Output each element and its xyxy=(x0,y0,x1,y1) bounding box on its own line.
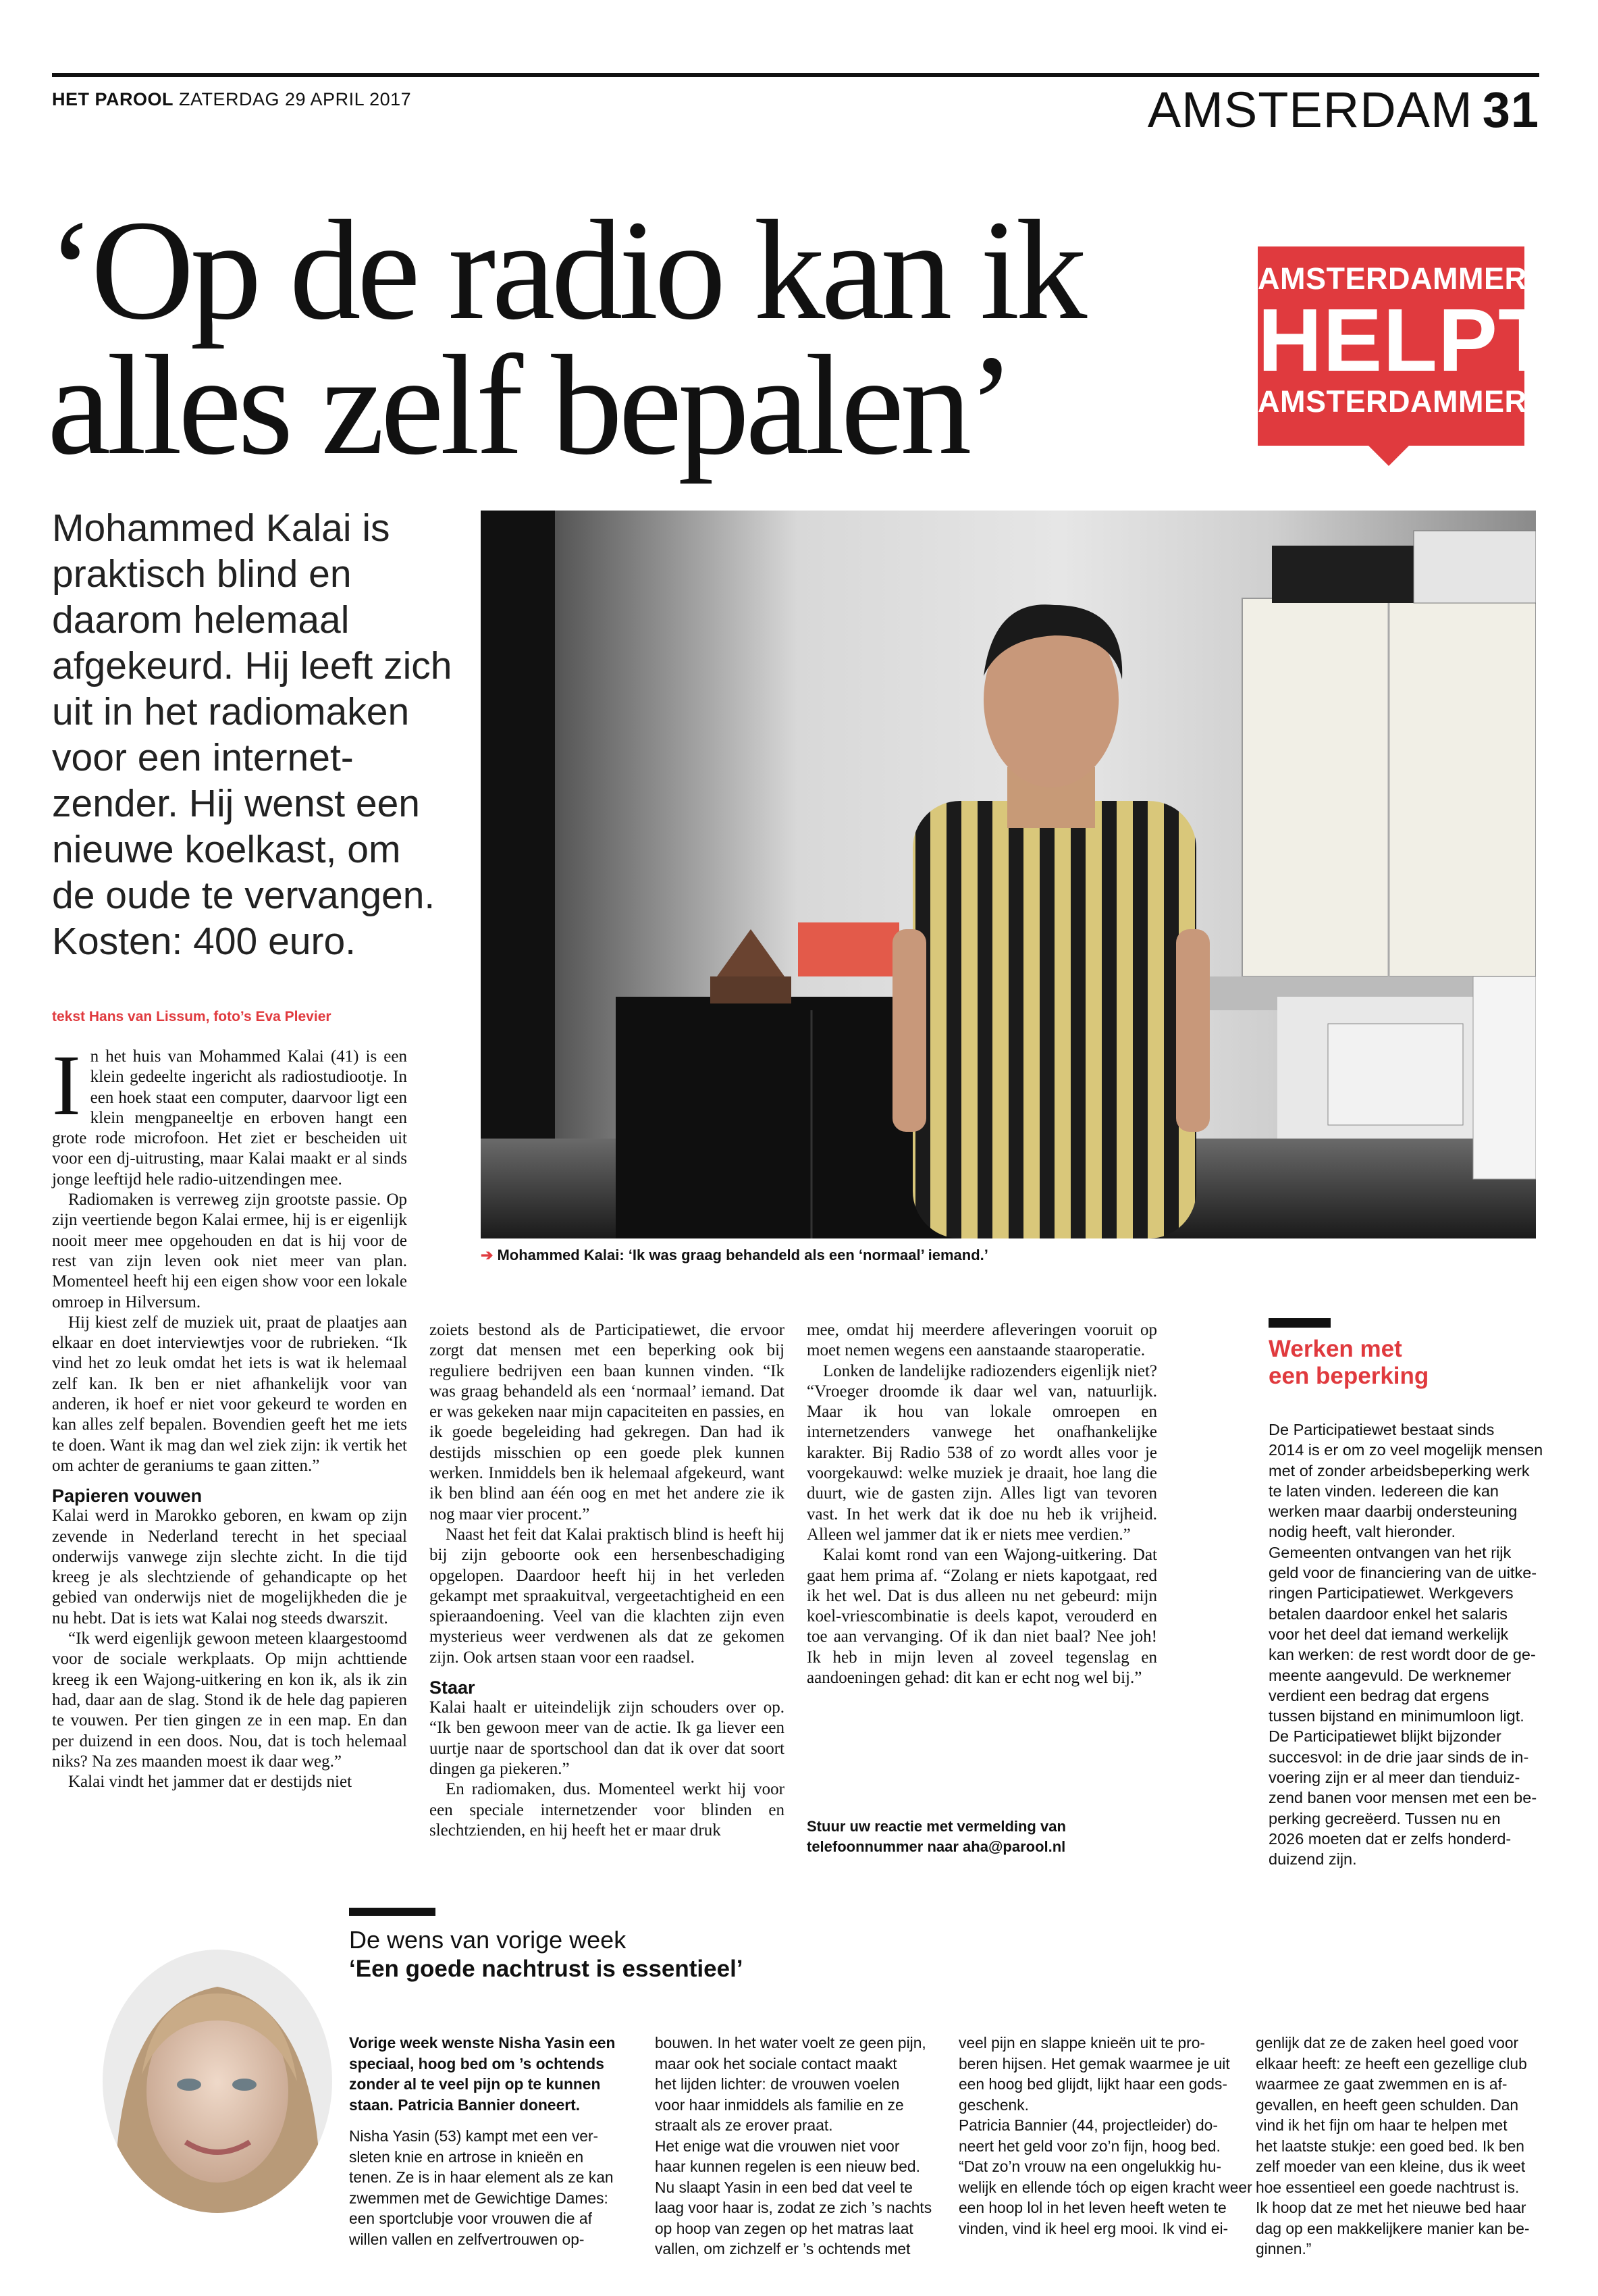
text-line: veel pijn en slappe knieën uit te pro- xyxy=(959,2034,1205,2052)
text-line: Gemeenten ontvangen van het rijk xyxy=(1269,1543,1512,1561)
paragraph: mee, omdat hij meerdere afleveringen vooruit op moet nemen wegens een aanstaande staaroperatie. xyxy=(807,1321,1157,1360)
text-line: ginnen.” xyxy=(1256,2240,1312,2258)
badge-pointer xyxy=(1367,444,1410,466)
text-line: tenen. Ze is in haar element als ze kan xyxy=(349,2168,614,2186)
paragraph: Radiomaken is verreweg zijn grootste passie. Op zijn veertiende begon Kalai ermee, hij is er eigenlijk nooit meer mee opgehouden en dat is hij voor de rest van zijn leven ook niet meer van plan. Momenteel heeft hij een eigen show voor een lokale omroep in Hilversum. xyxy=(52,1191,407,1311)
intro-text xyxy=(52,505,457,964)
paragraph: Kalai vindt het jammer dat er destijds niet xyxy=(68,1773,352,1792)
masthead xyxy=(52,89,411,110)
text-line: De Participatiewet blijkt bijzonder xyxy=(1269,1727,1501,1746)
text-line: zender. Hij wenst een xyxy=(52,782,420,825)
portrait-photo xyxy=(481,511,1536,1238)
text-line: met of zonder arbeidsbeperking werk xyxy=(1269,1461,1530,1480)
text-line: nieuwe koelkast, om xyxy=(52,828,401,871)
text-line: welijk en ellende tóch op eigen kracht weer xyxy=(959,2178,1252,2196)
text-line: zend banen voor mensen met een be- xyxy=(1269,1789,1537,1807)
text-line: zonder al te veel pijn op te kunnen xyxy=(349,2075,601,2093)
paragraph: En radiomaken, dus. Momenteel werkt hij voor een speciale internetzender voor blinden en slechtzienden, en hij heeft het er maar druk xyxy=(429,1780,784,1840)
arrow-right-icon: ➔ xyxy=(481,1247,494,1263)
sidebar-bar xyxy=(1269,1318,1331,1328)
headline-line-1: ‘Op de radio kan ik xyxy=(47,190,1084,349)
text-line: Het enige wat die vrouwen niet voor xyxy=(655,2137,900,2155)
text-line: praktisch blind en xyxy=(52,552,352,596)
paragraph: “Ik werd eigenlijk gewoon meteen klaargestoomd voor de sociale werkplaats. Op mijn achttiende kreeg ik een Wajong-uitkering en kon ik, als ik zin had, daar aan de slag. Stond ik de hele dag papieren te vouwen. Per tien gingen ze in een map. En dan per duizend in een doos. Nou, dat is toch helemaal niks? Na zes maanden moest ik daar weg.” xyxy=(52,1629,407,1771)
text-line: op hoop van zegen op het matras laat xyxy=(655,2219,913,2237)
subheading: Papieren vouwen xyxy=(52,1486,203,1507)
text-line: het laatste stukje: een goed bed. Ik ben xyxy=(1256,2137,1524,2155)
paragraph: n het huis van Mohammed Kalai (41) is een klein gedeelte ingericht als radiostudiootje. In een hoek staat een computer, daarvoor ligt een klein mengpaneeltje en erboven hangt een grote rode microfoon. Het ziet er bescheiden uit voor een dj-uitrusting, maar Kalai maakt er al sinds jonge leeftijd hele radio-uitzendingen mee. xyxy=(52,1047,407,1189)
text-line: vallen, om zichzelf er ’s ochtends met xyxy=(655,2240,911,2258)
text-line: voering zijn er al meer dan tienduiz- xyxy=(1269,1769,1520,1787)
article-column-1 xyxy=(52,1037,407,1792)
text-line: Vorige week wenste Nisha Yasin een xyxy=(349,2034,616,2052)
bottom-column-3 xyxy=(959,2033,1252,2239)
headline xyxy=(47,190,1235,484)
text-line: duizend zijn. xyxy=(1269,1850,1357,1869)
text-line: de oude te vervangen. xyxy=(52,874,435,917)
article-column-2 xyxy=(429,1320,784,1841)
text-line: bouwen. In het water voelt ze geen pijn, xyxy=(655,2034,926,2052)
text-line: maar ook het sociale contact maakt xyxy=(655,2054,897,2072)
text-line: sleten knie en artrose in knieën en xyxy=(349,2147,584,2166)
text-line: Kosten: 400 euro. xyxy=(52,920,356,963)
subheading: Staar xyxy=(429,1677,475,1698)
page-number: 31 xyxy=(1482,82,1539,138)
text-line: Nu slaapt Yasin in een bed dat veel te xyxy=(655,2178,913,2196)
top-rule xyxy=(52,73,1539,77)
text-line: waarmee ze gaat zwemmen en is af- xyxy=(1256,2075,1508,2093)
text-line: staan. Patricia Bannier doneert. xyxy=(349,2095,581,2114)
text-line: een hoog bed glijdt, lijkt haar een gods- xyxy=(959,2075,1227,2093)
text-line: tussen bijstand en minimumloon ligt. xyxy=(1269,1707,1524,1725)
text-line: ringen Participatiewet. Werkgevers xyxy=(1269,1584,1514,1602)
text-line: dag op een makkelijkere manier kan be- xyxy=(1256,2219,1530,2237)
rubric-badge xyxy=(1258,246,1553,446)
text-line: “Dat zo’n vrouw na een ongelukkig hu- xyxy=(959,2158,1222,2175)
section-header xyxy=(1148,81,1539,138)
text-line: afgekeurd. Hij leeft zich xyxy=(52,644,452,687)
text-line: geld voor de financiering van de uitke- xyxy=(1269,1564,1537,1582)
text-line: het lijden lichter: de vrouwen voelen xyxy=(655,2075,900,2093)
paragraph: Kalai haalt er uiteindelijk zijn schouders over op. “Ik ben gewoon meer van de actie. Ik ga liever een uurtje naar de sportschool dan dat ik over dat soort dingen ga piekeren.” xyxy=(429,1698,784,1778)
text-line: perking gecreëerd. Tussen nu en xyxy=(1269,1809,1501,1827)
text-line: daarom helemaal xyxy=(52,598,350,642)
headline-line-2: alles zelf bepalen’ xyxy=(47,325,1011,484)
text-line: voor haar inmiddels als familie en ze xyxy=(655,2095,904,2114)
text-line: verdient een bedrag dat ergens xyxy=(1269,1686,1489,1704)
text-line: kan werken: de rest wordt door de ge- xyxy=(1269,1646,1536,1664)
paragraph: Naast het feit dat Kalai praktisch blind is heeft hij bij zijn geboorte ook een hersenbeschadiging opgelopen. Daardoor heeft hij in het verleden gekampt met spraakuitval, vergeetachtigheid en een spieraandoening. Veel van die klachten zijn even mysterieus weer verdwenen als dat ze gekomen zijn. Ook artsen staan voor een raadsel. xyxy=(429,1525,784,1667)
text-line: vind ik het fijn om haar te helpen met xyxy=(1256,2116,1508,2134)
text-line: hoe essentieel een goede nachtrust is. xyxy=(1256,2178,1520,2196)
text-line: 2014 is er om zo veel mogelijk mensen xyxy=(1269,1441,1543,1459)
text-line: speciaal, hoog bed om ’s ochtends xyxy=(349,2054,604,2072)
sidebar-title: Werken met een beperking xyxy=(1269,1336,1429,1389)
photo-caption: ➔ Mohammed Kalai: ‘Ik was graag behandeld als een ‘normaal’ iemand.’ xyxy=(481,1247,988,1263)
article-column-3 xyxy=(807,1320,1157,1688)
text-line: zelf moeder van een kleine, dus ik weet xyxy=(1256,2158,1526,2175)
badge-middle: HELPT xyxy=(1258,290,1553,390)
text-line: een hoop lol in het leven heeft weten te xyxy=(959,2199,1227,2216)
text-line: gevallen, en heeft geen schulden. Dan xyxy=(1256,2095,1519,2114)
reaction-note: Stuur uw reactie met vermelding van telefoonnummer naar aha@parool.nl xyxy=(807,1818,1066,1855)
badge-top: AMSTERDAMMER xyxy=(1258,261,1527,296)
text-line: beren hijsen. Het gemak waarmee je uit xyxy=(959,2054,1230,2072)
paragraph: zoiets bestond als de Participatiewet, die ervoor zorgt dat mensen met een beperking ook bij reguliere bedrijven een baan kunnen vinden. “Ik was graag behandeld als een ‘normaal’ iemand. Dat er was gekeken naar mijn capaciteiten en passies, en ik goede begeleiding had gekregen. Dan had ik destijds misschien op een goede plek kunnen werken. Inmiddels ben ik helemaal afgekeurd, want ik ben blind aan één oog en met het andere zie ik nog maar vier procent.” xyxy=(429,1321,784,1523)
text-line: straalt als ze erover praat. xyxy=(655,2116,833,2134)
text-line: elkaar heeft: ze heeft een gezellige club xyxy=(1256,2054,1527,2072)
text-line: haar kunnen regelen is een nieuw bed. xyxy=(655,2158,920,2175)
text-line: Patricia Bannier (44, projectleider) do- xyxy=(959,2116,1218,2134)
text-line: uit in het radiomaken xyxy=(52,690,410,733)
text-line: Mohammed Kalai is xyxy=(52,506,390,550)
text-line: nodig heeft, valt hieronder. xyxy=(1269,1523,1456,1541)
text-line: laag voor haar is, zodat ze zich ’s nachts xyxy=(655,2199,932,2216)
section-name: AMSTERDAM xyxy=(1147,82,1473,138)
text-line: betalen daardoor enkel het salaris xyxy=(1269,1604,1508,1623)
text-line: Ik hoop dat ze met het nieuwe bed haar xyxy=(1256,2199,1526,2216)
text-line: vinden, vind ik heel erg mooi. Ik vind ei- xyxy=(959,2219,1229,2237)
paper-name: HET PAROOL xyxy=(52,89,174,109)
paragraph: Kalai komt rond van een Wajong-uitkering. Dat gaat hem prima af. “Zolang er niets kapotgaat, red ik het wel. Dat is dus alleen nu net gebeurd: mijn koel-vriescombinatie is deels kapot, verouderd en toe aan vervanging. Of ik dan niet baal? Nee joh! Ik heb in mijn leven al zoveel tegenslag en aandoeningen gehad: dit kan er echt nog wel bij.” xyxy=(807,1546,1157,1688)
text-line: voor het deel dat iemand werkelijk xyxy=(1269,1625,1509,1643)
text-line: een sportclubje voor vrouwen die af xyxy=(349,2210,592,2227)
bottom-kicker: De wens van vorige week xyxy=(349,1926,627,1954)
text-line: zwemmen met de Gewichtige Dames: xyxy=(349,2189,608,2207)
text-line: succesvol: in de drie jaar sinds de in- xyxy=(1269,1748,1529,1766)
text-line: willen vallen en zelfvertrouwen op- xyxy=(349,2230,585,2248)
text-line: genlijk dat ze de zaken heel goed voor xyxy=(1256,2034,1519,2052)
bottom-bar xyxy=(349,1908,435,1916)
text-line: voor een internet- xyxy=(52,736,354,779)
text-line: te laten vinden. Iedereen die kan xyxy=(1269,1482,1499,1500)
text-line: 2026 moeten dat er zelfs honderd- xyxy=(1269,1829,1512,1848)
bottom-column-2 xyxy=(655,2033,932,2260)
byline: tekst Hans van Lissum, foto’s Eva Plevier xyxy=(52,1009,331,1024)
drop-cap: I xyxy=(52,1037,81,1133)
bottom-column-4 xyxy=(1256,2033,1530,2260)
text-line: werken maar daarbij ondersteuning xyxy=(1269,1503,1518,1521)
text-line: geschenk. xyxy=(959,2095,1029,2114)
text-line: neert het geld voor zo’n fijn, hoog bed. xyxy=(959,2137,1221,2155)
bottom-headline: ‘Een goede nachtrust is essentieel’ xyxy=(349,1956,743,1982)
text-line: De Participatiewet bestaat sinds xyxy=(1269,1421,1495,1438)
paragraph: Kalai werd in Marokko geboren, en kwam op zijn zevende in Nederland terecht in het speciaal onderwijs vanwege zijn slechte zicht. In die tijd kreeg je als slechtziende of gehandicapte op het gebied van onderwijs niet de mogelijkheden die je nu hebt. Dat is iets wat Kalai nog steeds dwarszit. xyxy=(52,1507,407,1627)
bottom-column-1 xyxy=(349,2033,615,2249)
issue-date: ZATERDAG 29 APRIL 2017 xyxy=(179,89,412,109)
paragraph: Lonken de landelijke radiozenders eigenlijk niet? “Vroeger droomde ik daar wel van, natuurlijk. Maar ik hou van lokale omroepen en internetzenders vanwege het onafhankelijke karakter. Bij Radio 538 of zo wordt alles voor je voorgekauwd: welke muziek je draait, hoe lang die duurt, wie de gasten zijn. Alles ligt van tevoren vast. In het werk dat ik doe nu heb ik vrijheid. Alleen wel jammer dat ik er niets mee verdien.” xyxy=(807,1361,1157,1544)
woman-portrait-photo xyxy=(101,1946,334,2216)
paragraph: Hij kiest zelf de muziek uit, praat de plaatjes aan elkaar en doet interviewtjes voor de rubrieken. “Ik vind het zo leuk omdat het iets is wat ik helemaal zelf kan. Ik ben er niet afhankelijk voor van anderen, ik hoef er niet voor gekeurd te worden en kan alles zelf bepalen. Bovendien geeft het me iets te doen. Want ik mag dan wel ziek zijn: ik vertik het om achter de geraniums te gaan zitten.” xyxy=(52,1313,407,1475)
badge-bottom: AMSTERDAMMER xyxy=(1258,384,1527,419)
sidebar-text xyxy=(1269,1419,1543,1870)
text-line: Nisha Yasin (53) kampt met een ver- xyxy=(349,2127,599,2145)
text-line: meente aangevuld. De werknemer xyxy=(1269,1666,1512,1684)
